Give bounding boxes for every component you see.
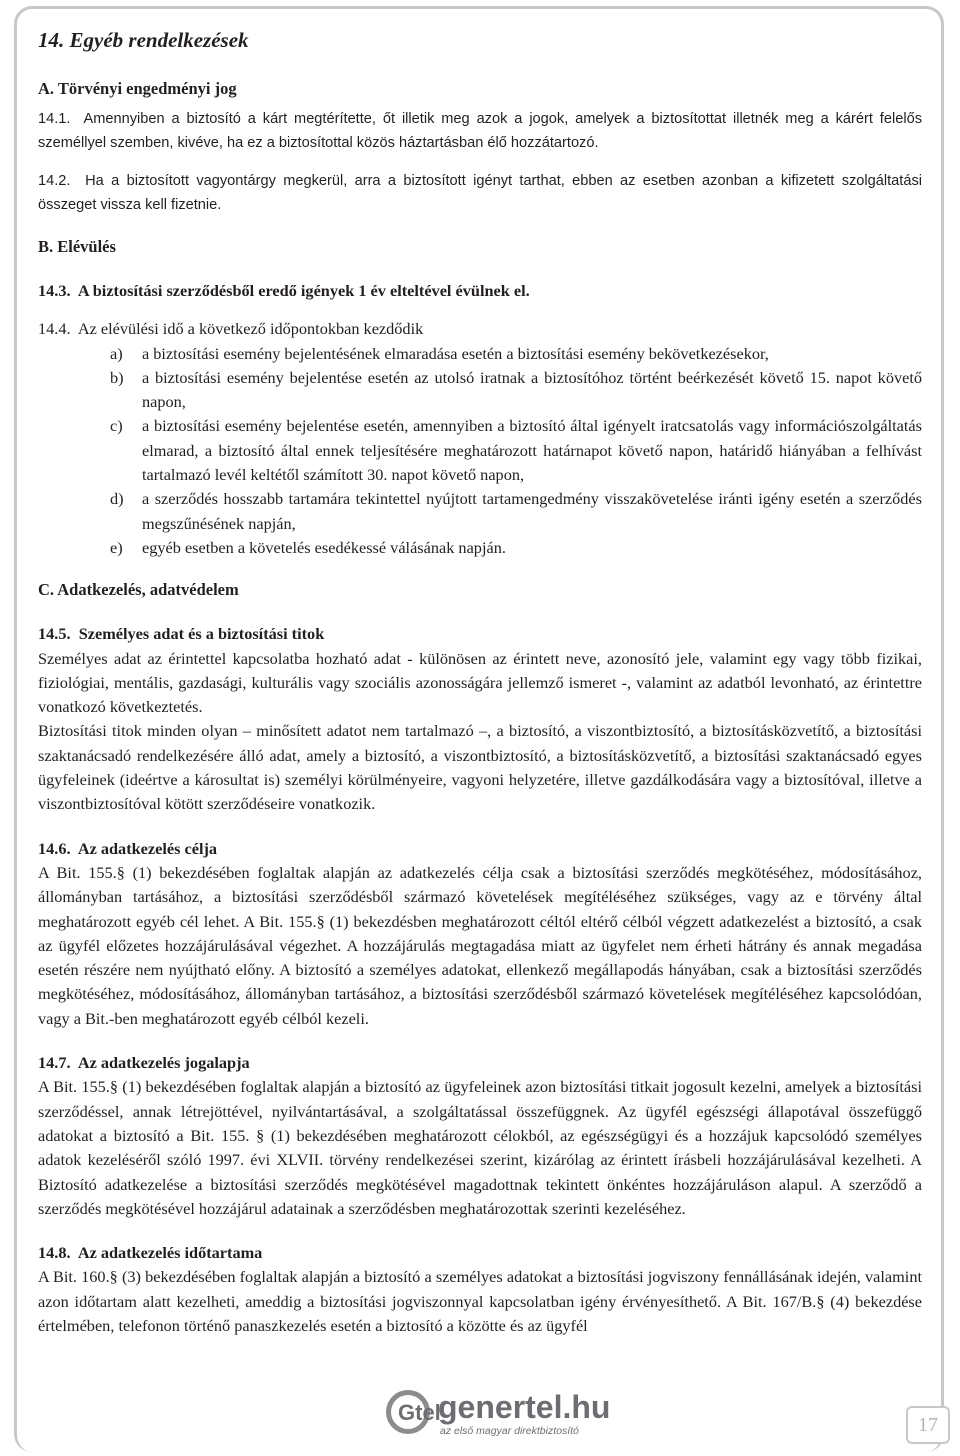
subsection-title: Az adatkezelés célja [77,838,218,858]
subsection-title: Személyes adat és a biztosítási titok [78,624,325,644]
list-item-text: egyéb esetben a követelés esedékessé válásának napján. [142,537,506,557]
paragraph-legal-basis: A Bit. 155.§ (1) bekezdésében foglaltak alapján a biztosító az ügyfeleinek azon biztosítási titkait jogosult kezelni, amelyek a biztosítási szerződéssel, annak létrejöttével, nyilvántartásával, a szolgáltatással összefüggnek. Az ügyfél egészségi állapotával összefüggő adatokat a biztosító a Bit. 155. § (1) bekezdésében meghatározott célokból, az egészségügyi és a hozzájuk kapcsolódó személyes adatok kezeléséről szóló 1997. évi XLVII. törvény rendelkezései szerint, kizárólag az érintett írásbeli hozzájárulásával kezelheti. A Biztosító adatkezelése a biztosítási szerződés megkötésével magadottnak tekintett önkéntes hozzájáruláson alapul. A szerződő a szerződés megkötésével hozzájárul adatainak a szerződésben meghatározottak szerinti kezeléséhez. [38,1077,922,1218]
list-item-label: d) [110,489,124,509]
chapter-title: 14. Egyéb rendelkezések [38,28,249,52]
paragraph-text: Az elévülési idő a következő időpontokban kezdődik [77,319,424,339]
section-b-heading: B. Elévülés [38,237,116,256]
list-item [38,366,922,415]
limitation-list [38,342,922,561]
paragraph-purpose: A Bit. 155.§ (1) bekezdésében foglaltak alapján az adatkezelés célja csak a biztosítási szerződés megkötéséhez, módosításához, állományban tartásához, a biztosítási szerződésből származó követelések megítéléséhez szükséges, vagy az e törvény által meghatározott egyéb cél lehet. A Bit. 155.§ (1) bekezdésben meghatározott céltól eltérő célból végzett adatkezelést a biztosító, a csak az ügyfél előzetes hozzájárulásával végezhet. A hozzájárulás megtagadása miatt az ügyfelet nem érheti hátrány és annak megadása esetén részére nem nyújtható előny. A biztosító a személyes adatokat, ellenkező megállapodás hányában, csak a biztosítási szerződés megkötéséhez, módosításához, állományban tartásához, a biztosítási szerződésből származó követelések megítéléséhez kapcsolódóan, vagy a Bit.-ben meghatározott egyéb célból kezeli. [38,862,922,1028]
genertel-logo-graphic [380,1382,620,1440]
section-a-heading: A. Törvényi engedményi jog [38,79,237,98]
list-item-label: a) [110,343,123,363]
paragraph-14-1 [38,107,922,155]
list-item-text: a biztosítási esemény bejelentése esetén az utolsó iratnak a biztosítóhoz történt beérkezését követő 15. napot követő napon, [142,367,922,412]
list-item-label: e) [110,537,123,557]
subsection-14-5-title [38,622,922,646]
paragraph-number: 14.8. [38,1243,71,1263]
paragraph-insurance-secret: Biztosítási titok minden olyan – minősített adatot nem tartalmazó –, a biztosító, a viszontbiztosító, a biztosításközvetítő, a biztosítási szaktanácsadó rendelkezésére álló adat, amely a biztosító, a viszontbiztosító, a biztosításközvetítő, a biztosítási szaktanácsadó egyes ügyfeleinek (ideértve a károsultat is) személyi körülményeire, vagyoni helyzetére, illetve gazdálkodására vagy a biztosítóval, illetve a viszontbiztosítóval kötött szerződéseire vonatkozik. [38,721,922,814]
paragraph-number: 14.1. [38,111,71,127]
logo-badge: Gtel [398,1400,441,1425]
logo-text: genertel.hu [438,1389,611,1425]
section-c-heading: C. Adatkezelés, adatvédelem [38,580,239,600]
paragraph-14-3 [38,279,922,303]
logo-tagline: az első magyar direktbiztosító [440,1425,579,1437]
list-item [38,342,922,366]
page-number: 17 [906,1406,950,1444]
paragraph-number: 14.6. [38,838,71,858]
paragraph-text: Ha a biztosított vagyontárgy megkerül, arra a biztosított igényt tarthat, ebben az esetben azonban a kifizetett szolgáltatási összeget vissza kell fizetnie. [38,173,923,213]
subsection-14-7-title [38,1051,922,1075]
subsection-14-6-title [38,837,922,861]
genertel-logo [380,1382,620,1440]
list-item [38,414,922,487]
subsection-14-8-title [38,1241,922,1265]
paragraph-number: 14.7. [38,1053,71,1073]
list-item-label: c) [110,416,123,436]
paragraph-number: 14.5. [38,624,71,644]
document-body [38,28,922,1338]
paragraph-number: 14.4. [38,319,71,339]
list-item-text: a szerződés hosszabb tartamára tekintettel nyújtott tartamengedmény visszakövetelése iránti igény esetén a szerződés megszűnésének napján, [142,489,922,533]
paragraph-text: Amennyiben a biztosító a kárt megtérítette, őt illetik meg azok a jogok, amelyek a biztosítottat illetnék meg a kárért felelős személlyel szemben, kivéve, ha ez a biztosítottal közös háztartásban élő hozzátartozó. [38,111,922,151]
list-item-label: b) [110,367,124,387]
list-item-text: a biztosítási esemény bejelentése esetén, amennyiben a biztosító által igényelt iratcsatolás vagy információszolgáltatás elmarad, a biztosító által ennek teljesítésére meghatározott határnapot követő napon, határidő hiányában a felhívást tartalmazó levél keltétől számított 30. napot követő napon, [142,416,922,485]
subsection-title: Az adatkezelés jogalapja [77,1053,250,1073]
subsection-title: Az adatkezelés időtartama [77,1243,263,1263]
list-item [38,536,922,560]
paragraph-14-2 [38,169,922,217]
paragraph-number: 14.2. [38,173,71,189]
paragraph-personal-data: Személyes adat az érintettel kapcsolatba hozható adat - különösen az érintett neve, azonosító jele, valamint egy vagy több fizikai, fiziológiai, mentális, gazdasági, kulturális vagy szociális azonosságára jellemző ismeret -, valamint az adatból levonható, az érintettre vonatkozó következtetés. [38,648,922,717]
paragraph-duration: A Bit. 160.§ (3) bekezdésében foglaltak alapján a biztosító a személyes adatokat a biztosítási jogviszony fennállásának idején, valamint azon időtartam alatt kezelheti, ameddig a biztosítási jogviszonnyal kapcsolatban igény érvényesíthető. A Bit. 167/B.§ (4) bekezdése értelmében, telefonon történő panaszkezelés esetén a biztosító a közötte és az ügyfél [38,1267,922,1335]
paragraph-14-4 [38,317,922,341]
list-item-text: a biztosítási esemény bejelentésének elmaradása esetén a biztosítási esemény bekövetkezésekor, [142,343,769,363]
paragraph-text: A biztosítási szerződésből eredő igények 1 év elteltével évülnek el. [77,281,530,300]
list-item [38,487,922,536]
paragraph-number: 14.3. [38,281,71,300]
